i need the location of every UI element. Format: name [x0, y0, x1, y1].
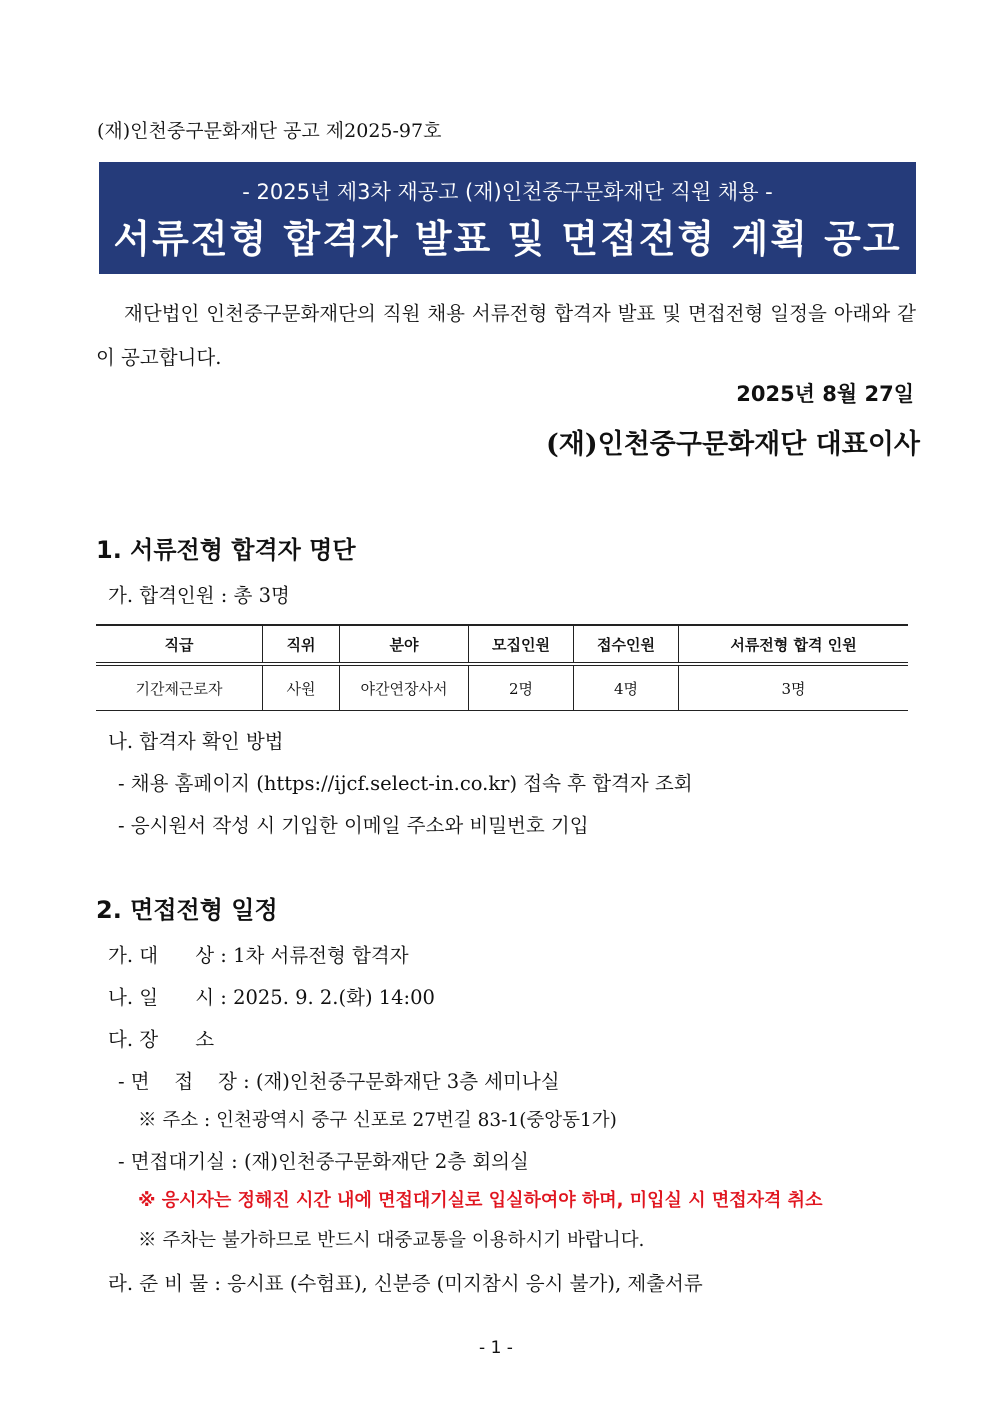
- section2-heading: 2. 면접전형 일정: [96, 896, 278, 924]
- table-header-cell: 직위: [263, 625, 340, 664]
- table-header-cell: 접수인원: [574, 625, 679, 664]
- table-header-cell: 직급: [96, 625, 263, 664]
- section1-item-a: 가. 합격인원 : 총 3명: [108, 584, 290, 607]
- table-cell: 3명: [679, 664, 909, 711]
- page-number: - 1 -: [479, 1338, 513, 1358]
- interview-warning: ※ 응시자는 정해진 시간 내에 면접대기실로 입실하여야 하며, 미입실 시 면접자격 취소: [138, 1190, 823, 1211]
- banner-subtitle: - 2025년 제3차 재공고 (재)인천중구문화재단 직원 채용 -: [242, 180, 773, 204]
- title-banner: [99, 162, 916, 274]
- banner-title: 서류전형 합격자 발표 및 면접전형 계획 공고: [113, 217, 902, 261]
- table-cell: 기간제근로자: [96, 664, 263, 711]
- interview-target: 가. 대 상 : 1차 서류전형 합격자: [108, 944, 409, 967]
- section1-item-b: 나. 합격자 확인 방법: [108, 730, 284, 753]
- section1-bullet-login: - 응시원서 작성 시 기입한 이메일 주소와 비밀번호 기입: [118, 814, 589, 837]
- table-cell: 2명: [469, 664, 574, 711]
- interview-datetime: 나. 일 시 : 2025. 9. 2.(화) 14:00: [108, 986, 435, 1009]
- interview-supplies: 라. 준 비 물 : 응시표 (수험표), 신분증 (미지참시 응시 불가), 제출서류: [108, 1272, 703, 1295]
- table-header-cell: 모집인원: [469, 625, 574, 664]
- interview-address: ※ 주소 : 인천광역시 중구 신포로 27번길 83-1(중앙동1가): [138, 1110, 617, 1131]
- table-cell: 야간연장사서: [340, 664, 469, 711]
- interview-waiting-room: - 면접대기실 : (재)인천중구문화재단 2층 회의실: [118, 1150, 529, 1173]
- intro-paragraph: 재단법인 인천중구문화재단의 직원 채용 서류전형 합격자 발표 및 면접전형 일정을 아래와 같이 공고합니다.: [96, 302, 916, 369]
- parking-notice: ※ 주차는 불가하므로 반드시 대중교통을 이용하시기 바랍니다.: [138, 1230, 645, 1251]
- table-cell: 사원: [263, 664, 340, 711]
- issuer: (재)인천중구문화재단 대표이사: [545, 429, 920, 460]
- table-cell: 4명: [574, 664, 679, 711]
- table-header-cell: 분야: [340, 625, 469, 664]
- interview-place: 다. 장 소: [108, 1028, 215, 1051]
- section1-heading: 1. 서류전형 합격자 명단: [96, 536, 356, 564]
- interview-venue: - 면 접 장 : (재)인천중구문화재단 3층 세미나실: [118, 1070, 560, 1093]
- table-header-cell: 서류전형 합격 인원: [679, 625, 909, 664]
- table-header-row: [96, 625, 908, 664]
- table-row: [96, 664, 908, 711]
- notice-number: (재)인천중구문화재단 공고 제2025-97호: [97, 120, 442, 142]
- results-table: [96, 624, 908, 711]
- notice-date: 2025년 8월 27일: [736, 382, 914, 406]
- section1-bullet-homepage: - 채용 홈페이지 (https://ijcf.select-in.co.kr) 접속 후 합격자 조회: [118, 772, 693, 795]
